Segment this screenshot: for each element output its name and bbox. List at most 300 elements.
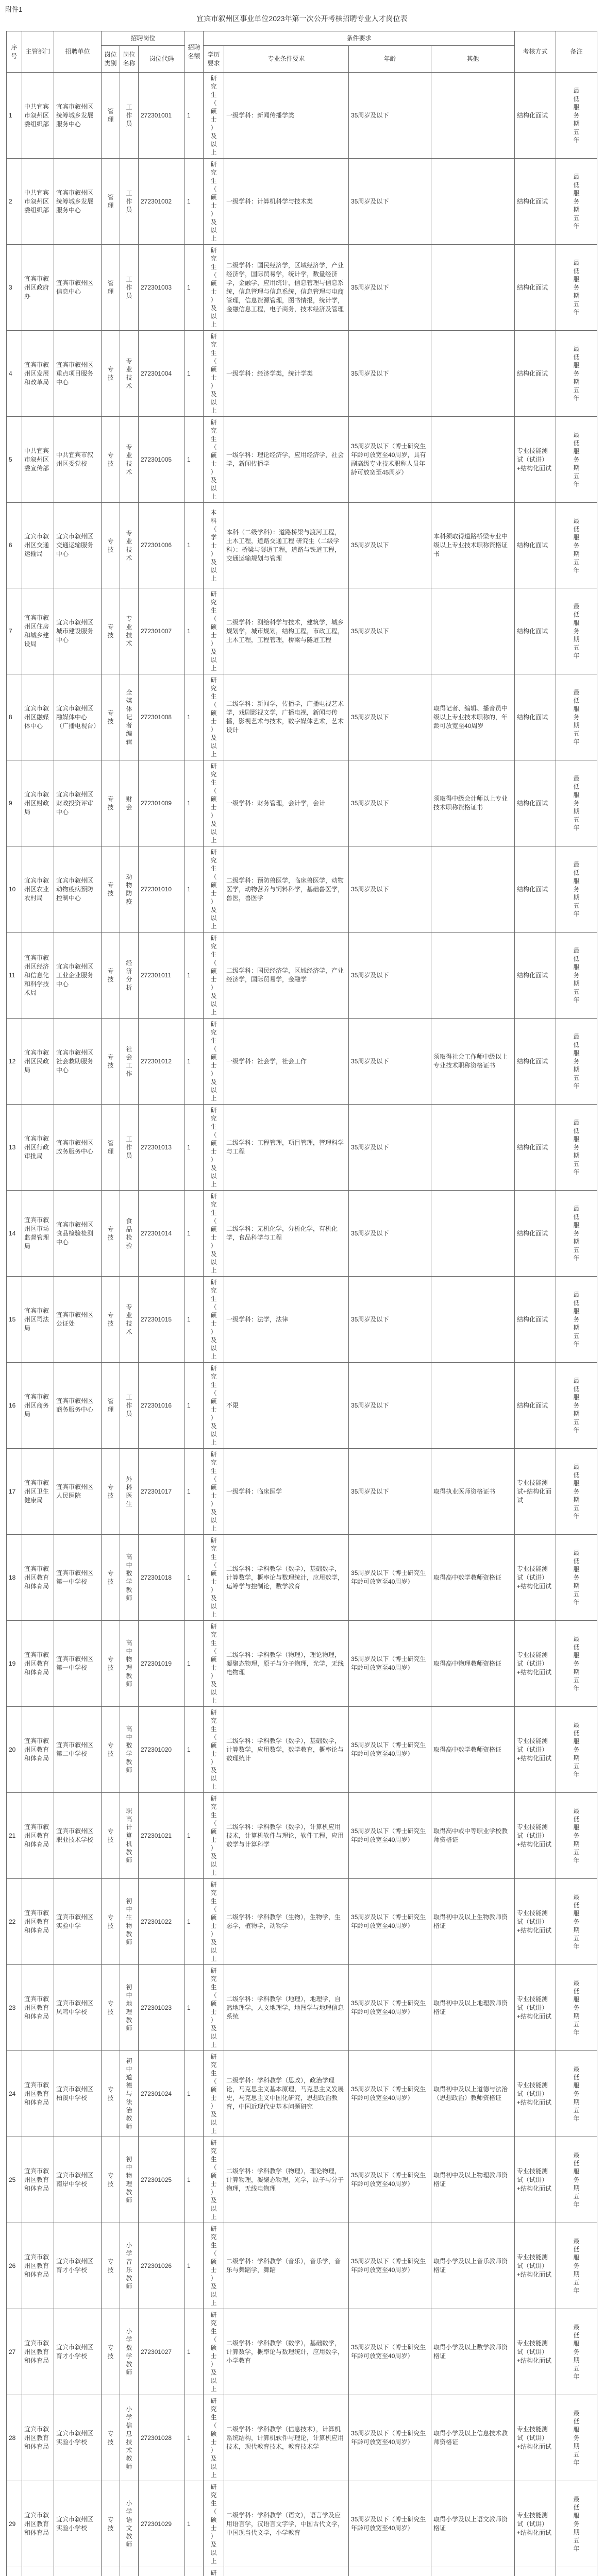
cell-age: 35周岁及以下（博士研究生年龄可放宽至40周岁） bbox=[349, 2395, 431, 2481]
cell-post-category-text: 专技 bbox=[107, 2344, 114, 2360]
cell-education bbox=[204, 1191, 224, 1277]
cell-quota: 1 bbox=[185, 245, 204, 331]
cell-seq: 9 bbox=[7, 760, 22, 846]
cell-department: 宜宾市叙州区教育和体育局 bbox=[22, 1879, 54, 1965]
cell-post-code: 272301024 bbox=[139, 2051, 185, 2137]
cell-exam: 结构化面试 bbox=[515, 1105, 556, 1191]
page-title: 宜宾市叙州区事业单位2023年第一次公开考核招聘专业人才岗位表 bbox=[196, 14, 408, 23]
cell-department: 宜宾市叙州区教育和体育局 bbox=[22, 2309, 54, 2395]
cell-post-name bbox=[120, 2051, 139, 2137]
cell-education-text: 研究生（硕士）及以上 bbox=[210, 2139, 217, 2221]
cell-education bbox=[204, 1707, 224, 1793]
cell-post-category bbox=[102, 1449, 120, 1535]
cell-seq: 4 bbox=[7, 331, 22, 417]
cell-post-name-text: 食品检验 bbox=[126, 1217, 132, 1249]
cell-other: 须取得社会工作师中级以上专业技术职称资格证书 bbox=[431, 1019, 515, 1105]
cell-post-category-text: 专技 bbox=[107, 795, 114, 811]
cell-unit: 宜宾市叙州区工业企业服务中心 bbox=[54, 933, 102, 1019]
cell-remark bbox=[556, 331, 597, 417]
header-post-code: 岗位代码 bbox=[139, 46, 185, 73]
cell-exam: 专业技能测试（试讲）+结构化面试 bbox=[515, 1621, 556, 1707]
cell-post-name-text: 工作员 bbox=[126, 276, 132, 299]
cell-unit: 宜宾市叙州区商务服务中心 bbox=[54, 1363, 102, 1449]
cell-department: 宜宾市叙州区商务局 bbox=[22, 1363, 54, 1449]
cell-age: 35周岁及以下 bbox=[349, 245, 431, 331]
cell-post-code: 272301004 bbox=[139, 331, 185, 417]
cell-department: 宜宾市叙州区教育和体育局 bbox=[22, 2051, 54, 2137]
cell-age: 35周岁及以下 bbox=[349, 1105, 431, 1191]
cell-post-category bbox=[102, 2395, 120, 2481]
table-row bbox=[7, 1277, 597, 1363]
cell-exam: 结构化面试 bbox=[515, 159, 556, 245]
header-post-group: 招聘岗位 bbox=[102, 31, 185, 46]
cell-quota: 1 bbox=[185, 1019, 204, 1105]
cell-major: 二级学科：无机化学，分析化学，有机化学，食品科学与工程 bbox=[224, 1191, 349, 1277]
cell-education bbox=[204, 1019, 224, 1105]
cell-quota: 1 bbox=[185, 933, 204, 1019]
cell-quota: 1 bbox=[185, 2309, 204, 2395]
table-row bbox=[7, 846, 597, 933]
cell-post-category-text: 专技 bbox=[107, 709, 114, 725]
cell-age: 35周岁及以下（博士研究生年龄可放宽至40周岁） bbox=[349, 2481, 431, 2567]
cell-post-category-text: 专技 bbox=[107, 1570, 114, 1585]
cell-post-category bbox=[102, 2137, 120, 2223]
cell-education-text: 研 bbox=[210, 2569, 217, 2576]
cell-major: 二级学科：学科教学（音乐），音乐学，音乐与舞蹈学，舞蹈 bbox=[224, 2223, 349, 2309]
cell-unit: 宜宾市叙州区食品检验检测中心 bbox=[54, 1191, 102, 1277]
cell-post-category-text: 专技 bbox=[107, 2430, 114, 2446]
cell-post-name-text: 小学数学教师 bbox=[126, 2328, 132, 2376]
cell-post-name bbox=[120, 245, 139, 331]
cell-exam: 结构化面试 bbox=[515, 1019, 556, 1105]
cell-quota: 1 bbox=[185, 1965, 204, 2051]
cell-post-code: 272301010 bbox=[139, 846, 185, 933]
cell-seq: 23 bbox=[7, 1965, 22, 2051]
cell-post-name-text: 小学音乐教师 bbox=[126, 2242, 132, 2290]
cell-education-text: 研究生（硕士）及以上 bbox=[210, 333, 217, 414]
cell-education bbox=[204, 2395, 224, 2481]
cell-post-name bbox=[120, 2567, 139, 2576]
cell-major: 二级学科：学科教学（语文），语言学及应用语言学，汉语言文字学，中国古代文学，中国现当代文学，小学教育 bbox=[224, 2481, 349, 2567]
cell-remark bbox=[556, 2223, 597, 2309]
cell-remark bbox=[556, 245, 597, 331]
cell-age: 35周岁及以下（博士研究生年龄可放宽至40周岁，具有副高级专业技术职称人员年龄可放宽至45周岁） bbox=[349, 417, 431, 503]
cell-post-name-text: 经济分析 bbox=[126, 959, 132, 991]
cell-post-name bbox=[120, 674, 139, 760]
cell-education-text: 研究生（硕士）及以上 bbox=[210, 1279, 217, 1360]
cell-education bbox=[204, 2481, 224, 2567]
cell-major: 一级学科：财务管理，会计学，会计 bbox=[224, 760, 349, 846]
cell-post-category-text: 专技 bbox=[107, 623, 114, 639]
cell-remark bbox=[556, 674, 597, 760]
cell-post-category-text: 管理 bbox=[107, 108, 114, 123]
cell-department: 宜宾市叙州区发展和改革局 bbox=[22, 331, 54, 417]
cell-education bbox=[204, 1879, 224, 1965]
cell-education-text: 研究生（硕士）及以上 bbox=[210, 161, 217, 242]
cell-post-name bbox=[120, 1363, 139, 1449]
cell-education bbox=[204, 1793, 224, 1879]
cell-post-code: 272301002 bbox=[139, 159, 185, 245]
cell-exam: 结构化面试 bbox=[515, 245, 556, 331]
cell-post-category-text: 专技 bbox=[107, 452, 114, 467]
cell-education-text: 研究生（硕士）及以上 bbox=[210, 75, 217, 156]
cell-seq: 14 bbox=[7, 1191, 22, 1277]
cell-other bbox=[431, 846, 515, 933]
cell-remark-text: 最低服务期五年 bbox=[573, 1807, 580, 1864]
cell-other bbox=[431, 1191, 515, 1277]
cell-post-category-text: 专技 bbox=[107, 1312, 114, 1327]
cell-major: 二级学科：学科教学（数学），基础数学，计算数学，概率论与数理统计，应用数学，运筹学与控制论，数学教育 bbox=[224, 1535, 349, 1621]
cell-post-name-text: 工作员 bbox=[126, 104, 132, 127]
cell-seq: 5 bbox=[7, 417, 22, 503]
cell-remark-text: 最低服务期五年 bbox=[573, 87, 580, 144]
cell-post-name-text: 职高计算机教师 bbox=[126, 1807, 132, 1864]
cell-post-name bbox=[120, 1793, 139, 1879]
header-education: 学历要求 bbox=[204, 46, 224, 73]
cell-other bbox=[431, 1363, 515, 1449]
cell-unit: 宜宾市叙州区职业技术学校 bbox=[54, 1793, 102, 1879]
cell-post-category bbox=[102, 2051, 120, 2137]
cell-other bbox=[431, 417, 515, 503]
cell-post-name-text: 工作员 bbox=[126, 190, 132, 213]
cell-department: 宜宾市叙州区经济和信息化和科学技术局 bbox=[22, 933, 54, 1019]
cell-unit: 宜宾市叙州区信息中心 bbox=[54, 245, 102, 331]
cell-post-category bbox=[102, 503, 120, 588]
cell-education-text: 研究生（硕士）及以上 bbox=[210, 849, 217, 930]
cell-remark bbox=[556, 503, 597, 588]
table-row bbox=[7, 2223, 597, 2309]
cell-remark bbox=[556, 73, 597, 159]
cell-remark bbox=[556, 1191, 597, 1277]
cell-post-category bbox=[102, 674, 120, 760]
cell-post-category bbox=[102, 1879, 120, 1965]
cell-remark-text: 最低服务期五年 bbox=[573, 1205, 580, 1262]
cell-education-text: 研究生（硕士）及以上 bbox=[210, 2311, 217, 2393]
cell-exam bbox=[515, 2567, 556, 2576]
cell-post-name-text: 初中道德与法治教师 bbox=[126, 2057, 132, 2130]
cell-unit bbox=[54, 2567, 102, 2576]
cell-seq: 18 bbox=[7, 1535, 22, 1621]
cell-post-code: 272301009 bbox=[139, 760, 185, 846]
cell-post-category bbox=[102, 1793, 120, 1879]
cell-post-name bbox=[120, 1105, 139, 1191]
cell-remark bbox=[556, 1019, 597, 1105]
cell-post-category-text: 专技 bbox=[107, 2000, 114, 2015]
header-major: 专业条件要求 bbox=[224, 46, 349, 73]
header-other: 其他 bbox=[431, 46, 515, 73]
cell-post-code: 272301005 bbox=[139, 417, 185, 503]
cell-post-category-text: 专技 bbox=[107, 537, 114, 553]
cell-education bbox=[204, 503, 224, 588]
cell-education-text: 研究生（硕士）及以上 bbox=[210, 1623, 217, 1704]
cell-education-text: 研究生（硕士）及以上 bbox=[210, 1021, 217, 1102]
cell-quota: 1 bbox=[185, 2051, 204, 2137]
header-post-name: 岗位名称 bbox=[120, 46, 139, 73]
cell-post-name-text: 高中数学教师 bbox=[126, 1725, 132, 1774]
cell-post-name bbox=[120, 1019, 139, 1105]
cell-unit: 宜宾市叙州区动物疫病预防控制中心 bbox=[54, 846, 102, 933]
cell-major: 二级学科：国民经济学，区域经济学，产业经济学，国际贸易学，金融学 bbox=[224, 933, 349, 1019]
cell-remark bbox=[556, 2567, 597, 2576]
cell-major: 二级学科：国民经济学，区域经济学，产业经济学，国际贸易学，统计学，数量经济学，金融学，应用统计，信息管理与信息系统，信息管理与信息系统，信息管理与电商管理，信息资源管理，图书情报，统计学，金融信息工程，电子商务，技术经济及管理 bbox=[224, 245, 349, 331]
cell-department: 中共宜宾市叙州区委组织部 bbox=[22, 159, 54, 245]
cell-post-code: 272301028 bbox=[139, 2395, 185, 2481]
cell-seq: 27 bbox=[7, 2309, 22, 2395]
cell-remark-text: 最低服务期五年 bbox=[573, 2324, 580, 2380]
cell-education bbox=[204, 417, 224, 503]
cell-education bbox=[204, 2051, 224, 2137]
cell-major: 二级学科：学科教学（数学），基础数学，计算数学，应用数学，数学教育，概率论与数理统计 bbox=[224, 1707, 349, 1793]
cell-education bbox=[204, 2567, 224, 2576]
cell-seq: 29 bbox=[7, 2481, 22, 2567]
cell-post-name bbox=[120, 1277, 139, 1363]
cell-post-name bbox=[120, 1707, 139, 1793]
header-condition-group: 条件要求 bbox=[204, 31, 515, 46]
cell-unit: 宜宾市叙州区实验中学 bbox=[54, 1879, 102, 1965]
header-age: 年龄 bbox=[349, 46, 431, 73]
cell-post-name-text: 小学信息技术教师 bbox=[126, 2405, 132, 2470]
cell-other: 取得高中物理教师资格证 bbox=[431, 1621, 515, 1707]
cell-post-name bbox=[120, 760, 139, 846]
cell-age: 35周岁及以下 bbox=[349, 846, 431, 933]
cell-seq: 17 bbox=[7, 1449, 22, 1535]
cell-post-category bbox=[102, 1363, 120, 1449]
cell-post-name-text: 工作员 bbox=[126, 1394, 132, 1417]
cell-remark bbox=[556, 1793, 597, 1879]
cell-quota: 1 bbox=[185, 1707, 204, 1793]
cell-education bbox=[204, 2137, 224, 2223]
cell-seq: 24 bbox=[7, 2051, 22, 2137]
table-row bbox=[7, 1879, 597, 1965]
cell-other: 取得执业医师资格证书 bbox=[431, 1449, 515, 1535]
cell-age: 35周岁及以下 bbox=[349, 331, 431, 417]
cell-post-name-text: 专业技术 bbox=[126, 444, 132, 476]
cell-department: 宜宾市叙州区教育和体育局 bbox=[22, 2223, 54, 2309]
cell-quota: 1 bbox=[185, 2137, 204, 2223]
cell-major: 二级学科：学科教学（信息技术），计算机系统结构，计算机软件与理论，计算机应用技术，现代教育技术，教育技术学 bbox=[224, 2395, 349, 2481]
cell-major: 一级学科：临床医学 bbox=[224, 1449, 349, 1535]
cell-quota: 1 bbox=[185, 1277, 204, 1363]
cell-exam: 结构化面试 bbox=[515, 933, 556, 1019]
table-row bbox=[7, 1019, 597, 1105]
cell-age: 35周岁及以下（博士研究生年龄可放宽至40周岁） bbox=[349, 1793, 431, 1879]
cell-remark-text: 最低服务期五年 bbox=[573, 2410, 580, 2466]
cell-remark-text: 最低服务期五年 bbox=[573, 1377, 580, 1434]
cell-other: 取得初中及以上物理教师资格证 bbox=[431, 2137, 515, 2223]
cell-seq: 19 bbox=[7, 1621, 22, 1707]
cell-post-name-text: 动物防疫 bbox=[126, 873, 132, 905]
cell-education-text: 研究生（硕士）及以上 bbox=[210, 1365, 217, 1446]
cell-exam: 结构化面试 bbox=[515, 331, 556, 417]
cell-exam: 结构化面试 bbox=[515, 1191, 556, 1277]
cell-exam: 专业技能测试（试讲）+结构化面试 bbox=[515, 2051, 556, 2137]
cell-remark-text: 最低服务期五年 bbox=[573, 345, 580, 402]
cell-post-code: 272301021 bbox=[139, 1793, 185, 1879]
cell-other: 取得初中及以上道德与法治（思想政治）教师资格证 bbox=[431, 2051, 515, 2137]
cell-post-name bbox=[120, 331, 139, 417]
cell-unit: 宜宾市叙州区融媒体中心（广播电视台） bbox=[54, 674, 102, 760]
cell-post-code: 272301026 bbox=[139, 2223, 185, 2309]
cell-post-name-text: 专业技术 bbox=[126, 358, 132, 389]
cell-unit: 宜宾市叙州区人民医院 bbox=[54, 1449, 102, 1535]
cell-other bbox=[431, 245, 515, 331]
cell-age: 35周岁及以下 bbox=[349, 503, 431, 588]
cell-remark bbox=[556, 1879, 597, 1965]
table-body bbox=[7, 73, 597, 2576]
cell-post-code: 272301006 bbox=[139, 503, 185, 588]
cell-education bbox=[204, 933, 224, 1019]
cell-post-name-text: 外科医生 bbox=[126, 1476, 132, 1507]
cell-seq: 2 bbox=[7, 159, 22, 245]
cell-education bbox=[204, 1535, 224, 1621]
cell-other: 须取得中级会计师以上专业技术职称资格证书 bbox=[431, 760, 515, 846]
cell-age: 35周岁及以下 bbox=[349, 1449, 431, 1535]
cell-post-code: 272301007 bbox=[139, 588, 185, 674]
table-row bbox=[7, 1793, 597, 1879]
cell-post-category-text: 管理 bbox=[107, 194, 114, 209]
cell-education bbox=[204, 1363, 224, 1449]
cell-department: 宜宾市叙州区住房和城乡建设局 bbox=[22, 588, 54, 674]
cell-unit: 宜宾市叙州区第一中学校 bbox=[54, 1621, 102, 1707]
cell-remark-text: 最低服务期五年 bbox=[573, 1721, 580, 1778]
cell-exam: 结构化面试 bbox=[515, 674, 556, 760]
cell-quota: 1 bbox=[185, 2481, 204, 2567]
cell-post-name bbox=[120, 1879, 139, 1965]
cell-age: 35周岁及以下 bbox=[349, 933, 431, 1019]
cell-exam: 结构化面试 bbox=[515, 760, 556, 846]
cell-post-name-text: 高中数学教师 bbox=[126, 1553, 132, 1602]
cell-remark-text: 最低服务期五年 bbox=[573, 517, 580, 574]
cell-post-code: 272301013 bbox=[139, 1105, 185, 1191]
cell-age: 35周岁及以下 bbox=[349, 760, 431, 846]
cell-remark-text: 最低服务期五年 bbox=[573, 1119, 580, 1176]
cell-post-name bbox=[120, 73, 139, 159]
cell-remark-text: 最低服务期五年 bbox=[573, 431, 580, 488]
table-row bbox=[7, 2051, 597, 2137]
cell-post-code: 272301016 bbox=[139, 1363, 185, 1449]
cell-education bbox=[204, 1965, 224, 2051]
cell-remark-text: 最低服务期五年 bbox=[573, 259, 580, 316]
cell-remark bbox=[556, 760, 597, 846]
cell-post-name-text: 财会 bbox=[126, 795, 132, 811]
cell-seq: 21 bbox=[7, 1793, 22, 1879]
cell-post-name-text: 专业技术 bbox=[126, 615, 132, 647]
cell-remark bbox=[556, 1277, 597, 1363]
cell-exam: 结构化面试 bbox=[515, 588, 556, 674]
cell-age: 35周岁及以下（博士研究生年龄可放宽至40周岁） bbox=[349, 1621, 431, 1707]
cell-post-name-text: 初中物理教师 bbox=[126, 2156, 132, 2204]
cell-seq: 16 bbox=[7, 1363, 22, 1449]
cell-post-name bbox=[120, 2309, 139, 2395]
cell-education bbox=[204, 159, 224, 245]
cell-department: 中共宜宾市叙州区委宣传部 bbox=[22, 417, 54, 503]
cell-other: 取得高中数学教师资格证 bbox=[431, 1707, 515, 1793]
header-exam: 考核方式 bbox=[515, 31, 556, 73]
cell-seq: 8 bbox=[7, 674, 22, 760]
cell-post-category-text: 管理 bbox=[107, 280, 114, 295]
cell-exam: 专业技能测试（试讲）+结构化面试 bbox=[515, 417, 556, 503]
cell-post-category bbox=[102, 1621, 120, 1707]
cell-major: 二级学科：学科教学（物理），理论物理，凝聚态物理，原子与分子物理，光学，无线电物理 bbox=[224, 1621, 349, 1707]
cell-quota: 1 bbox=[185, 1449, 204, 1535]
cell-post-category-text: 管理 bbox=[107, 1140, 114, 1155]
cell-education bbox=[204, 1449, 224, 1535]
table-row bbox=[7, 73, 597, 159]
cell-remark bbox=[556, 2395, 597, 2481]
cell-exam: 专业技能测试（试讲）+结构化面试 bbox=[515, 2481, 556, 2567]
cell-unit: 宜宾市叙州区实验小学校 bbox=[54, 2395, 102, 2481]
cell-exam: 专业技能测试（试讲）+结构化面试 bbox=[515, 1793, 556, 1879]
cell-major: 一级学科：法学，法律 bbox=[224, 1277, 349, 1363]
cell-remark bbox=[556, 1449, 597, 1535]
cell-unit: 宜宾市叙州区柏溪中学校 bbox=[54, 2051, 102, 2137]
cell-post-name bbox=[120, 1449, 139, 1535]
cell-age: 35周岁及以下 bbox=[349, 159, 431, 245]
cell-quota: 1 bbox=[185, 2395, 204, 2481]
table-row bbox=[7, 1449, 597, 1535]
cell-other bbox=[431, 331, 515, 417]
cell-quota: 1 bbox=[185, 1879, 204, 1965]
cell-post-code: 272301029 bbox=[139, 2481, 185, 2567]
cell-department: 宜宾市叙州区政府办 bbox=[22, 245, 54, 331]
cell-unit: 宜宾市叙州区育才小学校 bbox=[54, 2223, 102, 2309]
cell-department: 宜宾市叙州区教育和体育局 bbox=[22, 1535, 54, 1621]
table-row bbox=[7, 2309, 597, 2395]
cell-quota: 1 bbox=[185, 503, 204, 588]
cell-quota: 1 bbox=[185, 846, 204, 933]
table-row bbox=[7, 417, 597, 503]
cell-post-code: 272301020 bbox=[139, 1707, 185, 1793]
cell-major: 二级学科：学科教学（物理），理论物理，计算物理，凝聚态物理，光学，原子与分子物理，无线电物理 bbox=[224, 2137, 349, 2223]
cell-education-text: 本科（学士）及以上 bbox=[210, 509, 217, 582]
cell-other: 取得初中及以上地理教师资格证 bbox=[431, 1965, 515, 2051]
cell-department: 中共宜宾市叙州区委组织部 bbox=[22, 73, 54, 159]
cell-age: 35周岁及以下（博士研究生年龄可放宽至40周岁） bbox=[349, 2223, 431, 2309]
cell-exam: 专业技能测试（试讲）+结构化面试 bbox=[515, 2309, 556, 2395]
cell-post-category bbox=[102, 417, 120, 503]
cell-post-category-text: 专技 bbox=[107, 2086, 114, 2102]
header-seq: 序号 bbox=[7, 31, 22, 73]
cell-unit: 宜宾市叙州区重点项目服务中心 bbox=[54, 331, 102, 417]
cell-unit: 中共宜宾市叙州区委党校 bbox=[54, 417, 102, 503]
cell-other: 取得高中或中等职业学校教师资格证 bbox=[431, 1793, 515, 1879]
cell-department: 宜宾市叙州区教育和体育局 bbox=[22, 1621, 54, 1707]
cell-remark-text: 最低服务期五年 bbox=[573, 1549, 580, 1606]
cell-remark bbox=[556, 1105, 597, 1191]
cell-seq: 26 bbox=[7, 2223, 22, 2309]
cell-major: 二级学科：新闻学，传播学，广播电视艺术学，戏剧影视文学，广播电视，新闻与传播，影视艺术与技术，数字媒体艺术，艺术设计 bbox=[224, 674, 349, 760]
cell-seq: 25 bbox=[7, 2137, 22, 2223]
cell-post-category bbox=[102, 760, 120, 846]
cell-seq: 12 bbox=[7, 1019, 22, 1105]
cell-education-text: 研究生（硕士）及以上 bbox=[210, 247, 217, 328]
cell-remark-text: 最低服务期五年 bbox=[573, 947, 580, 1004]
cell-quota: 1 bbox=[185, 2223, 204, 2309]
cell-exam: 结构化面试 bbox=[515, 1277, 556, 1363]
cell-department: 宜宾市叙州区教育和体育局 bbox=[22, 2137, 54, 2223]
cell-major: 二级学科：学科教学（数学），基础数学，计算数学，概率论与数理统计，应用数学，小学教育 bbox=[224, 2309, 349, 2395]
cell-remark-text: 最低服务期五年 bbox=[573, 1291, 580, 1348]
cell-post-name bbox=[120, 2395, 139, 2481]
cell-department bbox=[22, 2567, 54, 2576]
cell-seq bbox=[7, 2567, 22, 2576]
cell-unit: 宜宾市叙州区实验小学校 bbox=[54, 2481, 102, 2567]
cell-major: 本科（二级学科）：道路桥梁与渡河工程，土木工程，道路交通工程 研究生（二级学科）：桥梁与隧道工程，道路与铁道工程，交通运输规划与管理 bbox=[224, 503, 349, 588]
cell-post-category-text: 专技 bbox=[107, 1914, 114, 1929]
cell-post-name bbox=[120, 1191, 139, 1277]
table-row bbox=[7, 2137, 597, 2223]
cell-unit: 宜宾市叙州区第二中学校 bbox=[54, 1707, 102, 1793]
